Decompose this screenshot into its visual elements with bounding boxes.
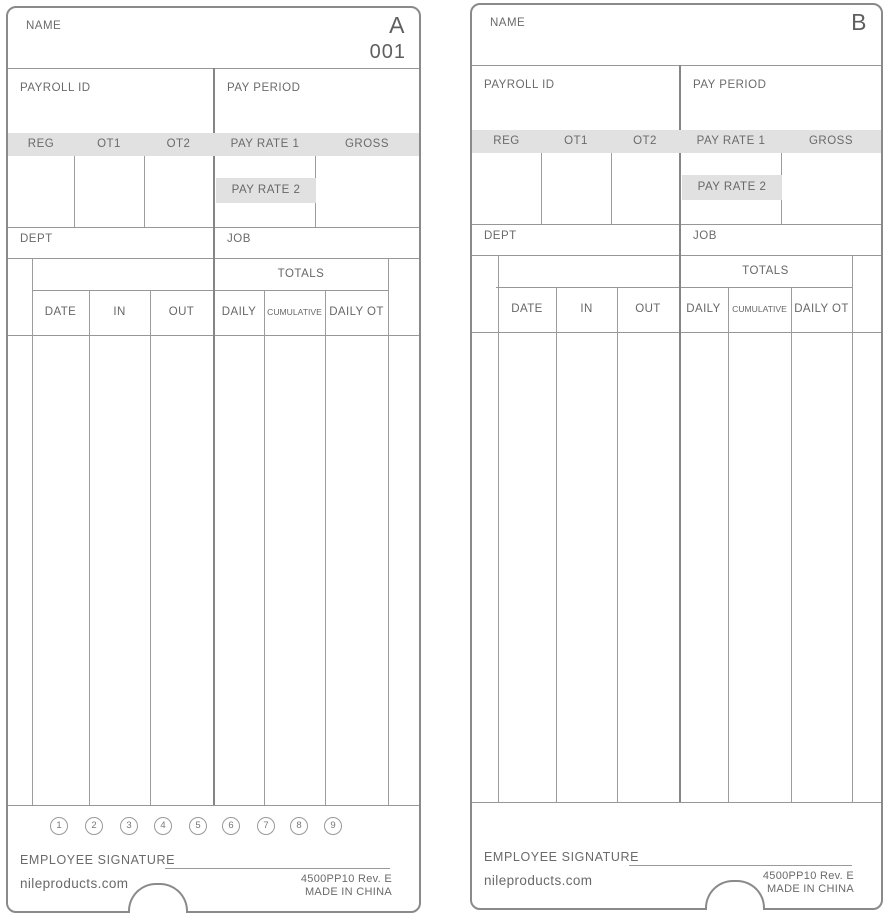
cumulative-column-header: CUMULATIVE [267, 307, 322, 317]
line-header-bottom [472, 332, 881, 333]
date-column-header: DATE [44, 306, 77, 318]
punch-position-3: 3 [120, 817, 138, 835]
employee-signature-label: EMPLOYEE SIGNATURE [484, 850, 640, 864]
line-in-out [150, 290, 151, 805]
pay-rate-1-header: PAY RATE 1 [696, 135, 766, 147]
punch-position-6: 6 [222, 817, 240, 835]
pay-header-band [472, 130, 881, 153]
punch-position-8: 8 [290, 817, 308, 835]
bottom-notch [128, 883, 188, 913]
name-label: NAME [490, 17, 526, 29]
part-number: 4500PP10 Rev. E [300, 873, 392, 885]
line-left-margin-col [498, 255, 499, 802]
job-label: JOB [693, 230, 717, 242]
line-left-margin-col [32, 258, 33, 805]
card-letter: A [389, 12, 405, 38]
pay-header-band [8, 133, 419, 156]
part-info [301, 873, 392, 899]
line-date-in [556, 287, 557, 802]
gross-header: GROSS [808, 135, 854, 147]
signature-line [629, 849, 852, 866]
pay-period-label: PAY PERIOD [227, 82, 301, 94]
totals-header: TOTALS [742, 265, 789, 277]
website-text: nileproducts.com [484, 873, 593, 888]
website-text: nileproducts.com [20, 876, 129, 891]
name-label: NAME [26, 20, 62, 32]
totals-header: TOTALS [277, 268, 325, 280]
dept-label: DEPT [20, 233, 53, 245]
pay-rate-2-cell: PAY RATE 2 [682, 175, 782, 200]
punch-position-7: 7 [257, 817, 275, 835]
line-name-bottom [472, 65, 881, 66]
time-card-b [470, 3, 883, 910]
ot2-header: OT2 [633, 135, 657, 147]
reg-header: REG [493, 135, 520, 147]
card-letter: B [851, 9, 867, 35]
line-daily-cumulative [264, 290, 265, 805]
in-column-header: IN [113, 306, 126, 318]
ot1-header: OT1 [564, 135, 588, 147]
line-cumulative-dailyot [325, 290, 326, 805]
dept-label: DEPT [484, 230, 517, 242]
payroll-id-label: PAYROLL ID [20, 82, 91, 94]
line-center-divider [213, 68, 215, 805]
out-column-header: OUT [168, 306, 195, 318]
line-right-margin-col [388, 258, 389, 805]
punch-position-4: 4 [154, 817, 172, 835]
dailyot-column-header: DAILY OT [329, 306, 384, 318]
out-column-header: OUT [635, 303, 661, 315]
employee-signature-label: EMPLOYEE SIGNATURE [20, 853, 176, 867]
line-daily-cumulative [728, 287, 729, 802]
signature-line [165, 852, 390, 869]
line-dept-top [472, 224, 881, 225]
part-number: 4500PP10 Rev. E [762, 870, 854, 882]
ot2-header: OT2 [166, 138, 191, 150]
ot1-header: OT1 [97, 138, 121, 150]
cumulative-column-header: CUMULATIVE [732, 304, 787, 314]
time-card-a [6, 6, 421, 913]
job-label: JOB [227, 233, 251, 245]
in-column-header: IN [580, 303, 593, 315]
line-grid-bottom [472, 802, 881, 803]
pay-rate-2-cell: PAY RATE 2 [216, 178, 316, 203]
punch-position-2: 2 [85, 817, 103, 835]
part-info [763, 870, 854, 896]
punch-position-9: 9 [324, 817, 342, 835]
payroll-id-label: PAYROLL ID [484, 79, 555, 91]
punch-position-5: 5 [189, 817, 207, 835]
pay-period-label: PAY PERIOD [693, 79, 767, 91]
line-right-margin-col [852, 255, 853, 802]
bottom-notch [705, 880, 765, 910]
dailyot-column-header: DAILY OT [794, 303, 849, 315]
line-date-in [89, 290, 90, 805]
made-in: MADE IN CHINA [304, 886, 392, 898]
punch-position-1: 1 [50, 817, 68, 835]
line-in-out [617, 287, 618, 802]
gross-header: GROSS [344, 138, 390, 150]
line-cumulative-dailyot [791, 287, 792, 802]
line-center-divider [679, 65, 681, 802]
daily-column-header: DAILY [221, 306, 257, 318]
reg-header: REG [27, 138, 55, 150]
line-grid-bottom [8, 805, 419, 806]
date-column-header: DATE [511, 303, 543, 315]
made-in: MADE IN CHINA [766, 883, 854, 895]
daily-column-header: DAILY [686, 303, 721, 315]
card-number: 001 [369, 41, 406, 63]
pay-rate-1-header: PAY RATE 1 [230, 138, 300, 150]
